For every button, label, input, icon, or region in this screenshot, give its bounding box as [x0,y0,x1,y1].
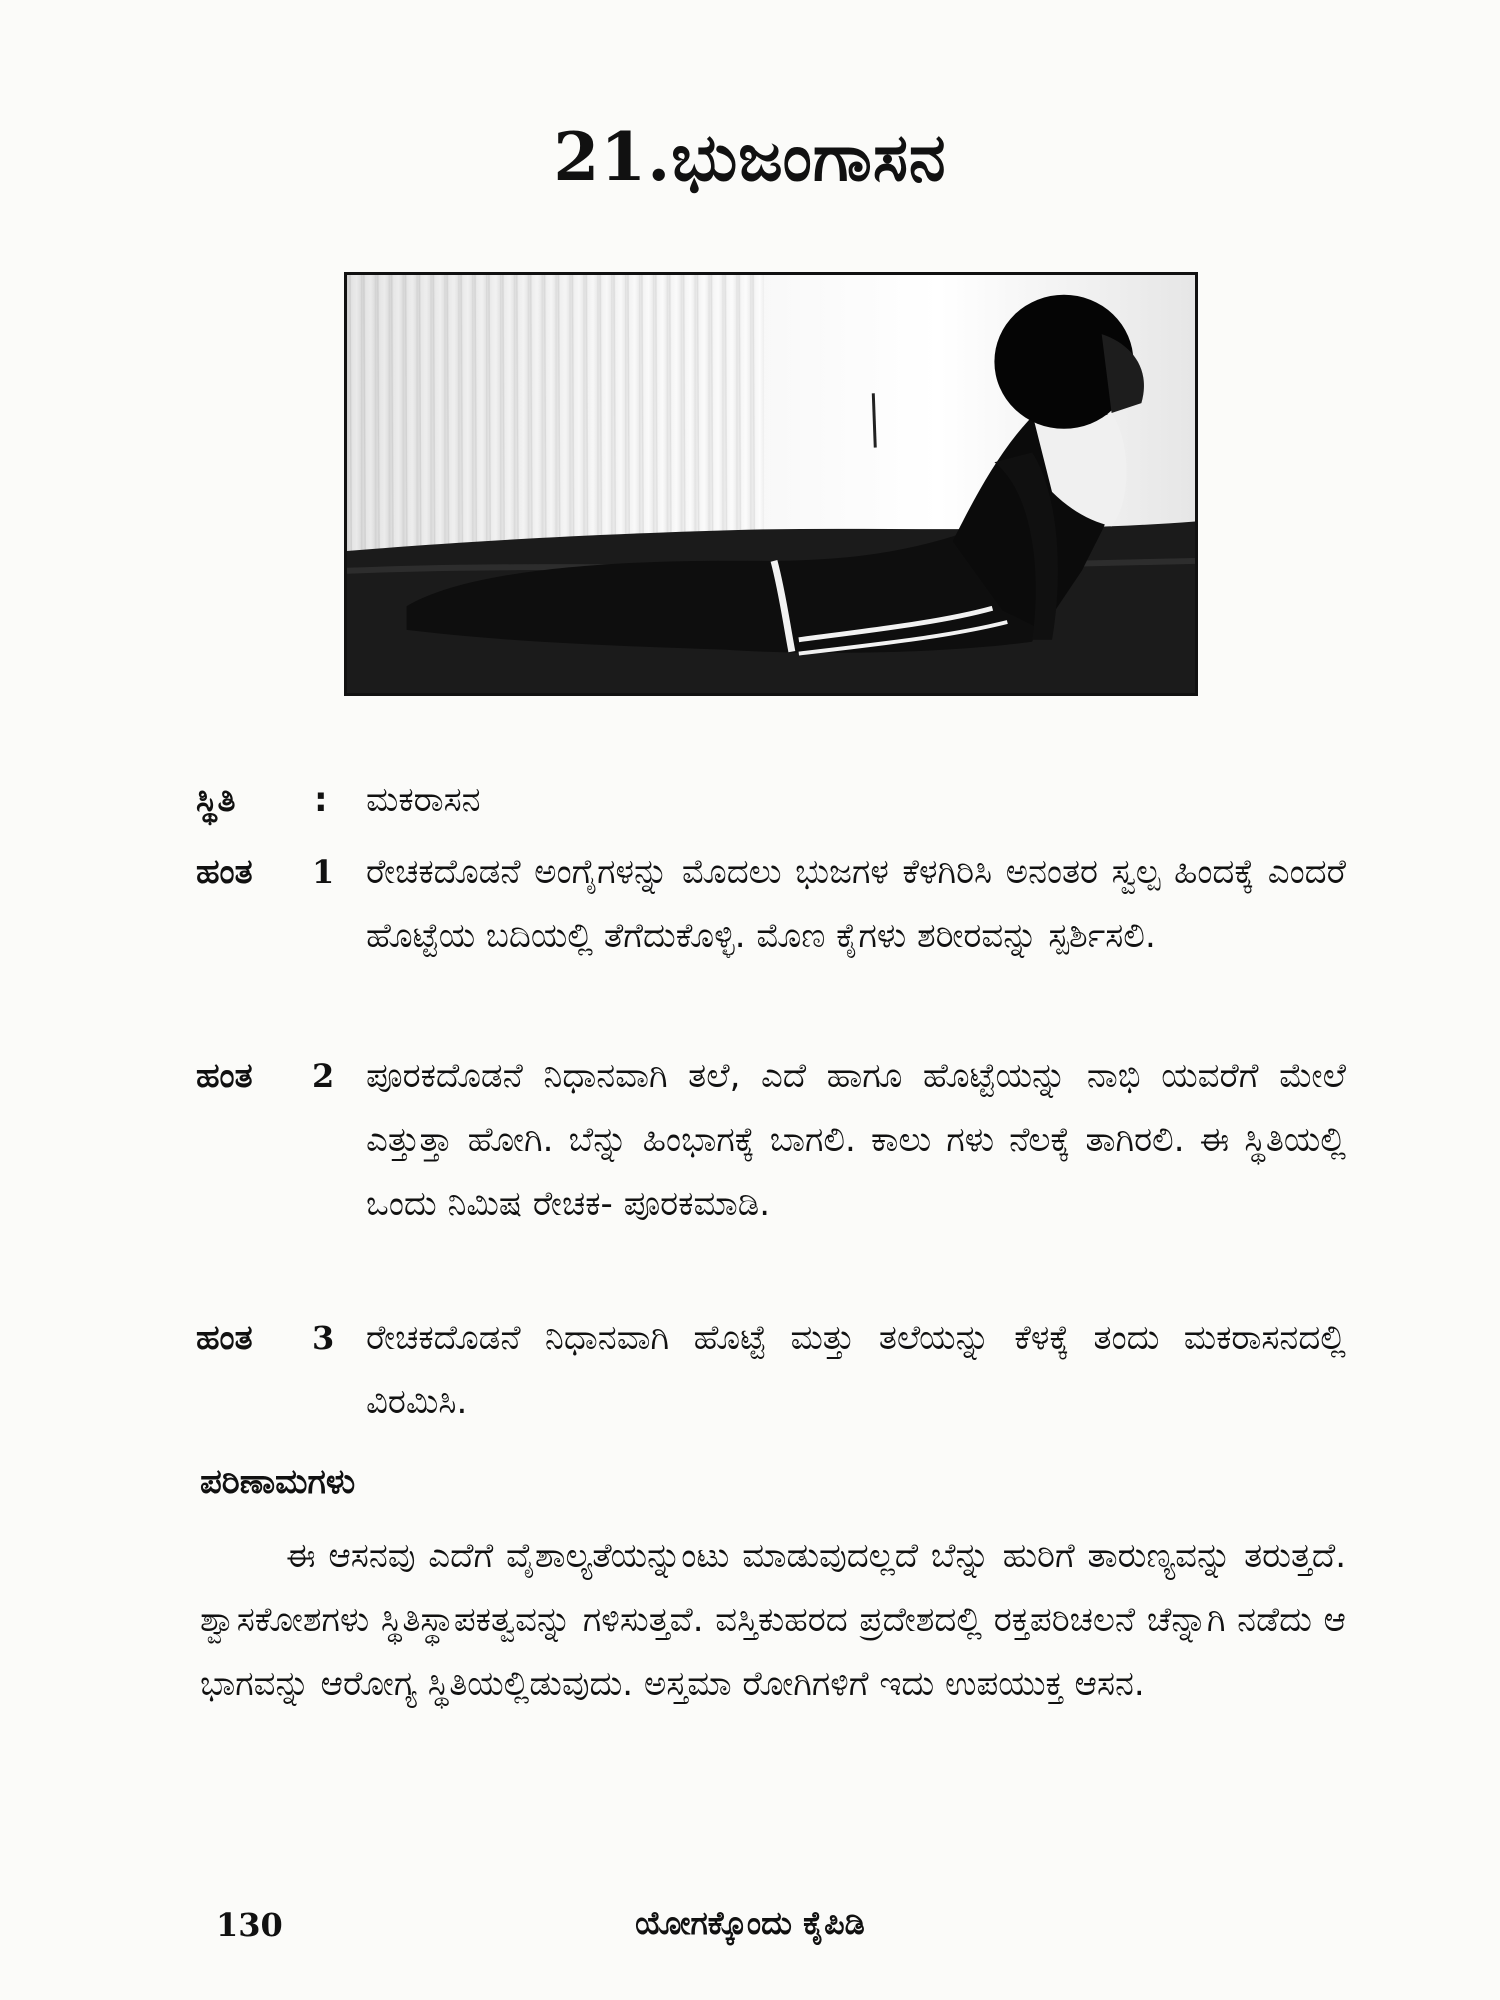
sthiti-text: ಮಕರಾಸನ [366,780,481,820]
sthiti-separator: : [314,780,328,820]
pose-photo [344,272,1198,696]
page-number: 130 [216,1906,283,1944]
results-paragraph: ಈ ಆಸನವು ಎದೆಗೆ ವೈಶಾಲ್ಯತೆಯನ್ನುಂಟು ಮಾಡುವುದಲ್ಲದೆ ಬೆನ್ನು ಹುರಿಗೆ ತಾರುಣ್ಯವನ್ನು ತರುತ್ತದೆ. ಶ್ವಾಸಕೋಶಗಳು ಸ್ಥಿತಿಸ್ಥಾಪಕತ್ವವನ್ನು ಗಳಿಸುತ್ತವೆ. ವಸ್ತಿಕುಹರದ ಪ್ರದೇಶದಲ್ಲಿ ರಕ್ತಪರಿಚಲನೆ ಚೆನ್ನಾಗಿ ನಡೆದು ಆ ಭಾಗವನ್ನು ಆರೋಗ್ಯ ಸ್ಥಿತಿಯಲ್ಲಿಡುವುದು. ಅಸ್ತಮಾ ರೋಗಿಗಳಿಗೆ ಇದು ಉಪಯುಕ್ತ ಆಸನ. [200,1536,1346,1704]
step-number: 2 [312,1057,335,1095]
step-label: ಹಂತ [196,852,253,892]
step-number: 3 [312,1319,335,1357]
step-label: ಹಂತ [196,1056,253,1096]
bhujangasana-photo-illustration [347,275,1195,693]
step-number: 1 [312,853,335,891]
step-label: ಹಂತ [196,1318,253,1358]
book-title: ಯೋಗಕ್ಕೊಂದು ಕೈಪಿಡಿ [635,1904,865,1942]
step-text: ರೇಚಕದೊಡನೆ ನಿಧಾನವಾಗಿ ಹೊಟ್ಟೆ ಮತ್ತು ತಲೆಯನ್ನು ಕೆಳಕ್ಕೆ ತಂದು ಮಕರಾಸನದಲ್ಲಿ ವಿರಮಿಸಿ. [366,1318,1346,1422]
results-heading: ಪರಿಣಾಮಗಳು [200,1462,356,1502]
page-title: 21.ಭುಜಂಗಾಸನ [553,118,947,196]
step-text: ಪೂರಕದೊಡನೆ ನಿಧಾನವಾಗಿ ತಲೆ, ಎದೆ ಹಾಗೂ ಹೊಟ್ಟೆಯನ್ನು ನಾಭಿ ಯವರೆಗೆ ಮೇಲೆ ಎತ್ತುತ್ತಾ ಹೋಗಿ. ಬೆನ್ನು ಹಿಂಭಾಗಕ್ಕೆ ಬಾಗಲಿ. ಕಾಲು ಗಳು ನೆಲಕ್ಕೆ ತಾಗಿರಲಿ. ಈ ಸ್ಥಿತಿಯಲ್ಲಿ ಒಂದು ನಿಮಿಷ ರೇಚಕ- ಪೂರಕಮಾಡಿ. [366,1056,1346,1224]
sthiti-label: ಸ್ಥಿತಿ [196,780,236,820]
step-text: ರೇಚಕದೊಡನೆ ಅಂಗೈಗಳನ್ನು ಮೊದಲು ಭುಜಗಳ ಕೆಳಗಿರಿಸಿ ಅನಂತರ ಸ್ವಲ್ಪ ಹಿಂದಕ್ಕೆ ಎಂದರೆ ಹೊಟ್ಟೆಯ ಬದಿಯಲ್ಲಿ ತೆಗೆದುಕೊಳ್ಳಿ. ಮೊಣ ಕೈಗಳು ಶರೀರವನ್ನು ಸ್ಪರ್ಶಿಸಲಿ. [366,852,1346,956]
